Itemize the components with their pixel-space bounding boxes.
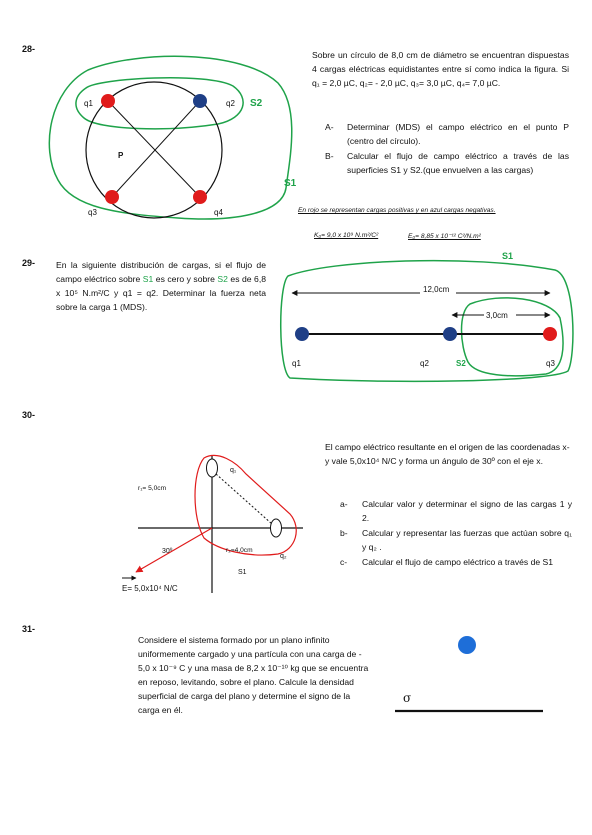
color-note: En rojo se representan cargas positivas y en azul cargas negativas. bbox=[298, 207, 496, 214]
figure-29 bbox=[270, 246, 580, 386]
problem-29-text: En la siguiente distribución de cargas, si el flujo de campo eléctrico sobre S1 es cero y sobre S2 es de 6,8 x 10⁵ N.m²/C y q1 = q2. Determinar la fuerza neta sobre la carga 1 (MDS). bbox=[56, 260, 266, 312]
label-s1: S1 bbox=[502, 251, 514, 261]
resultant-field-arrow bbox=[136, 528, 212, 572]
charge-q1 bbox=[295, 327, 309, 341]
label-e: E= 5,0x10⁴ N/C bbox=[122, 584, 178, 593]
figure-31 bbox=[395, 630, 555, 720]
label-q2: q2 bbox=[420, 359, 429, 368]
charge-q2 bbox=[193, 94, 207, 108]
charge-q1 bbox=[101, 94, 115, 108]
label-q1: q1 bbox=[84, 99, 93, 108]
label-s1: S1 bbox=[238, 569, 247, 576]
label-q1: q₁ bbox=[230, 467, 237, 474]
surface-s1 bbox=[49, 56, 291, 219]
label-12cm: 12,0cm bbox=[423, 285, 450, 294]
label-3cm: 3,0cm bbox=[486, 311, 508, 320]
label-s2: S2 bbox=[456, 359, 466, 368]
label-p: P bbox=[118, 151, 124, 160]
label-q1: q1 bbox=[292, 359, 301, 368]
label-s2: S2 bbox=[250, 98, 263, 109]
problem-30-item-a: a- Calcular valor y determinar el signo de las cargas 1 y 2. bbox=[340, 499, 572, 523]
problem-28-item-b: B- Calcular el flujo de campo eléctrico a través de las superficies S1 y S2.(que envuelven a las cargas) bbox=[325, 151, 569, 175]
surface-s2 bbox=[76, 78, 243, 129]
charge-q3 bbox=[543, 327, 557, 341]
label-q3: q3 bbox=[88, 208, 97, 217]
problem-31-text: Considere el sistema formado por un plano infinito uniformemente cargado y una partícula con una carga de - 5,0 x 10⁻⁹ C y una masa de 8,2 x 10⁻¹⁰ kg que se encuentra en reposo, levitando, sobre el plano. Calcule la densidad superficial de carga del plano y determine el signo de la carga en él. bbox=[138, 635, 369, 715]
constant-e: E₀= 8,85 x 10⁻¹² C²/N.m² bbox=[408, 233, 481, 240]
label-sigma: σ bbox=[403, 691, 412, 705]
problem-28-intro: Sobre un círculo de 8,0 cm de diámetro se encuentran dispuestas 4 cargas eléctricas equidistantes entre sí como indica la figura. Si q₁ = 2,0 µC, q₂= - 2,0 µC, q₃= 3,0 µC, q₄= 7,0 µC. bbox=[312, 50, 569, 88]
label-q3: q3 bbox=[546, 359, 555, 368]
label-q2: q₂ bbox=[280, 553, 287, 560]
label-q4: q4 bbox=[214, 208, 223, 217]
charge-q3 bbox=[105, 190, 119, 204]
problem-30-items bbox=[340, 497, 572, 570]
problem-30-item-b: b- Calcular y representar las fuerzas que actúan sobre q₁ y q₂ . bbox=[340, 528, 572, 552]
problem-28-number: 28- bbox=[22, 44, 36, 54]
figure-28 bbox=[28, 48, 313, 238]
charge-q2 bbox=[271, 519, 282, 537]
constant-k: K₀= 9,0 x 10⁹ N.m²/C² bbox=[314, 232, 379, 239]
label-q2: q2 bbox=[226, 99, 235, 108]
problem-31-number: 31- bbox=[22, 624, 36, 634]
charged-particle bbox=[458, 636, 476, 654]
figure-30 bbox=[118, 448, 314, 598]
problem-30-number: 30- bbox=[22, 410, 36, 420]
charge-q2 bbox=[443, 327, 457, 341]
q1-q2-dashed-line bbox=[216, 474, 272, 524]
label-r2: r₂=4,0cm bbox=[226, 547, 253, 554]
charge-q4 bbox=[193, 190, 207, 204]
label-s1: S1 bbox=[284, 178, 297, 189]
problem-29-number: 29- bbox=[22, 258, 36, 268]
label-angle: 30º bbox=[162, 548, 173, 555]
problem-30-intro: El campo eléctrico resultante en el origen de las coordenadas x-y vale 5,0x10⁴ N/C y forma un ángulo de 30º con el eje x. bbox=[325, 442, 570, 466]
problem-30-item-c: c- Calcular el flujo de campo eléctrico a través de S1 bbox=[340, 557, 554, 567]
label-r1: r₁= 5,0cm bbox=[138, 485, 167, 492]
problem-28-items bbox=[325, 120, 569, 178]
problem-28-item-a: A- Determinar (MDS) el campo eléctrico en el punto P (centro del círculo). bbox=[325, 122, 569, 146]
